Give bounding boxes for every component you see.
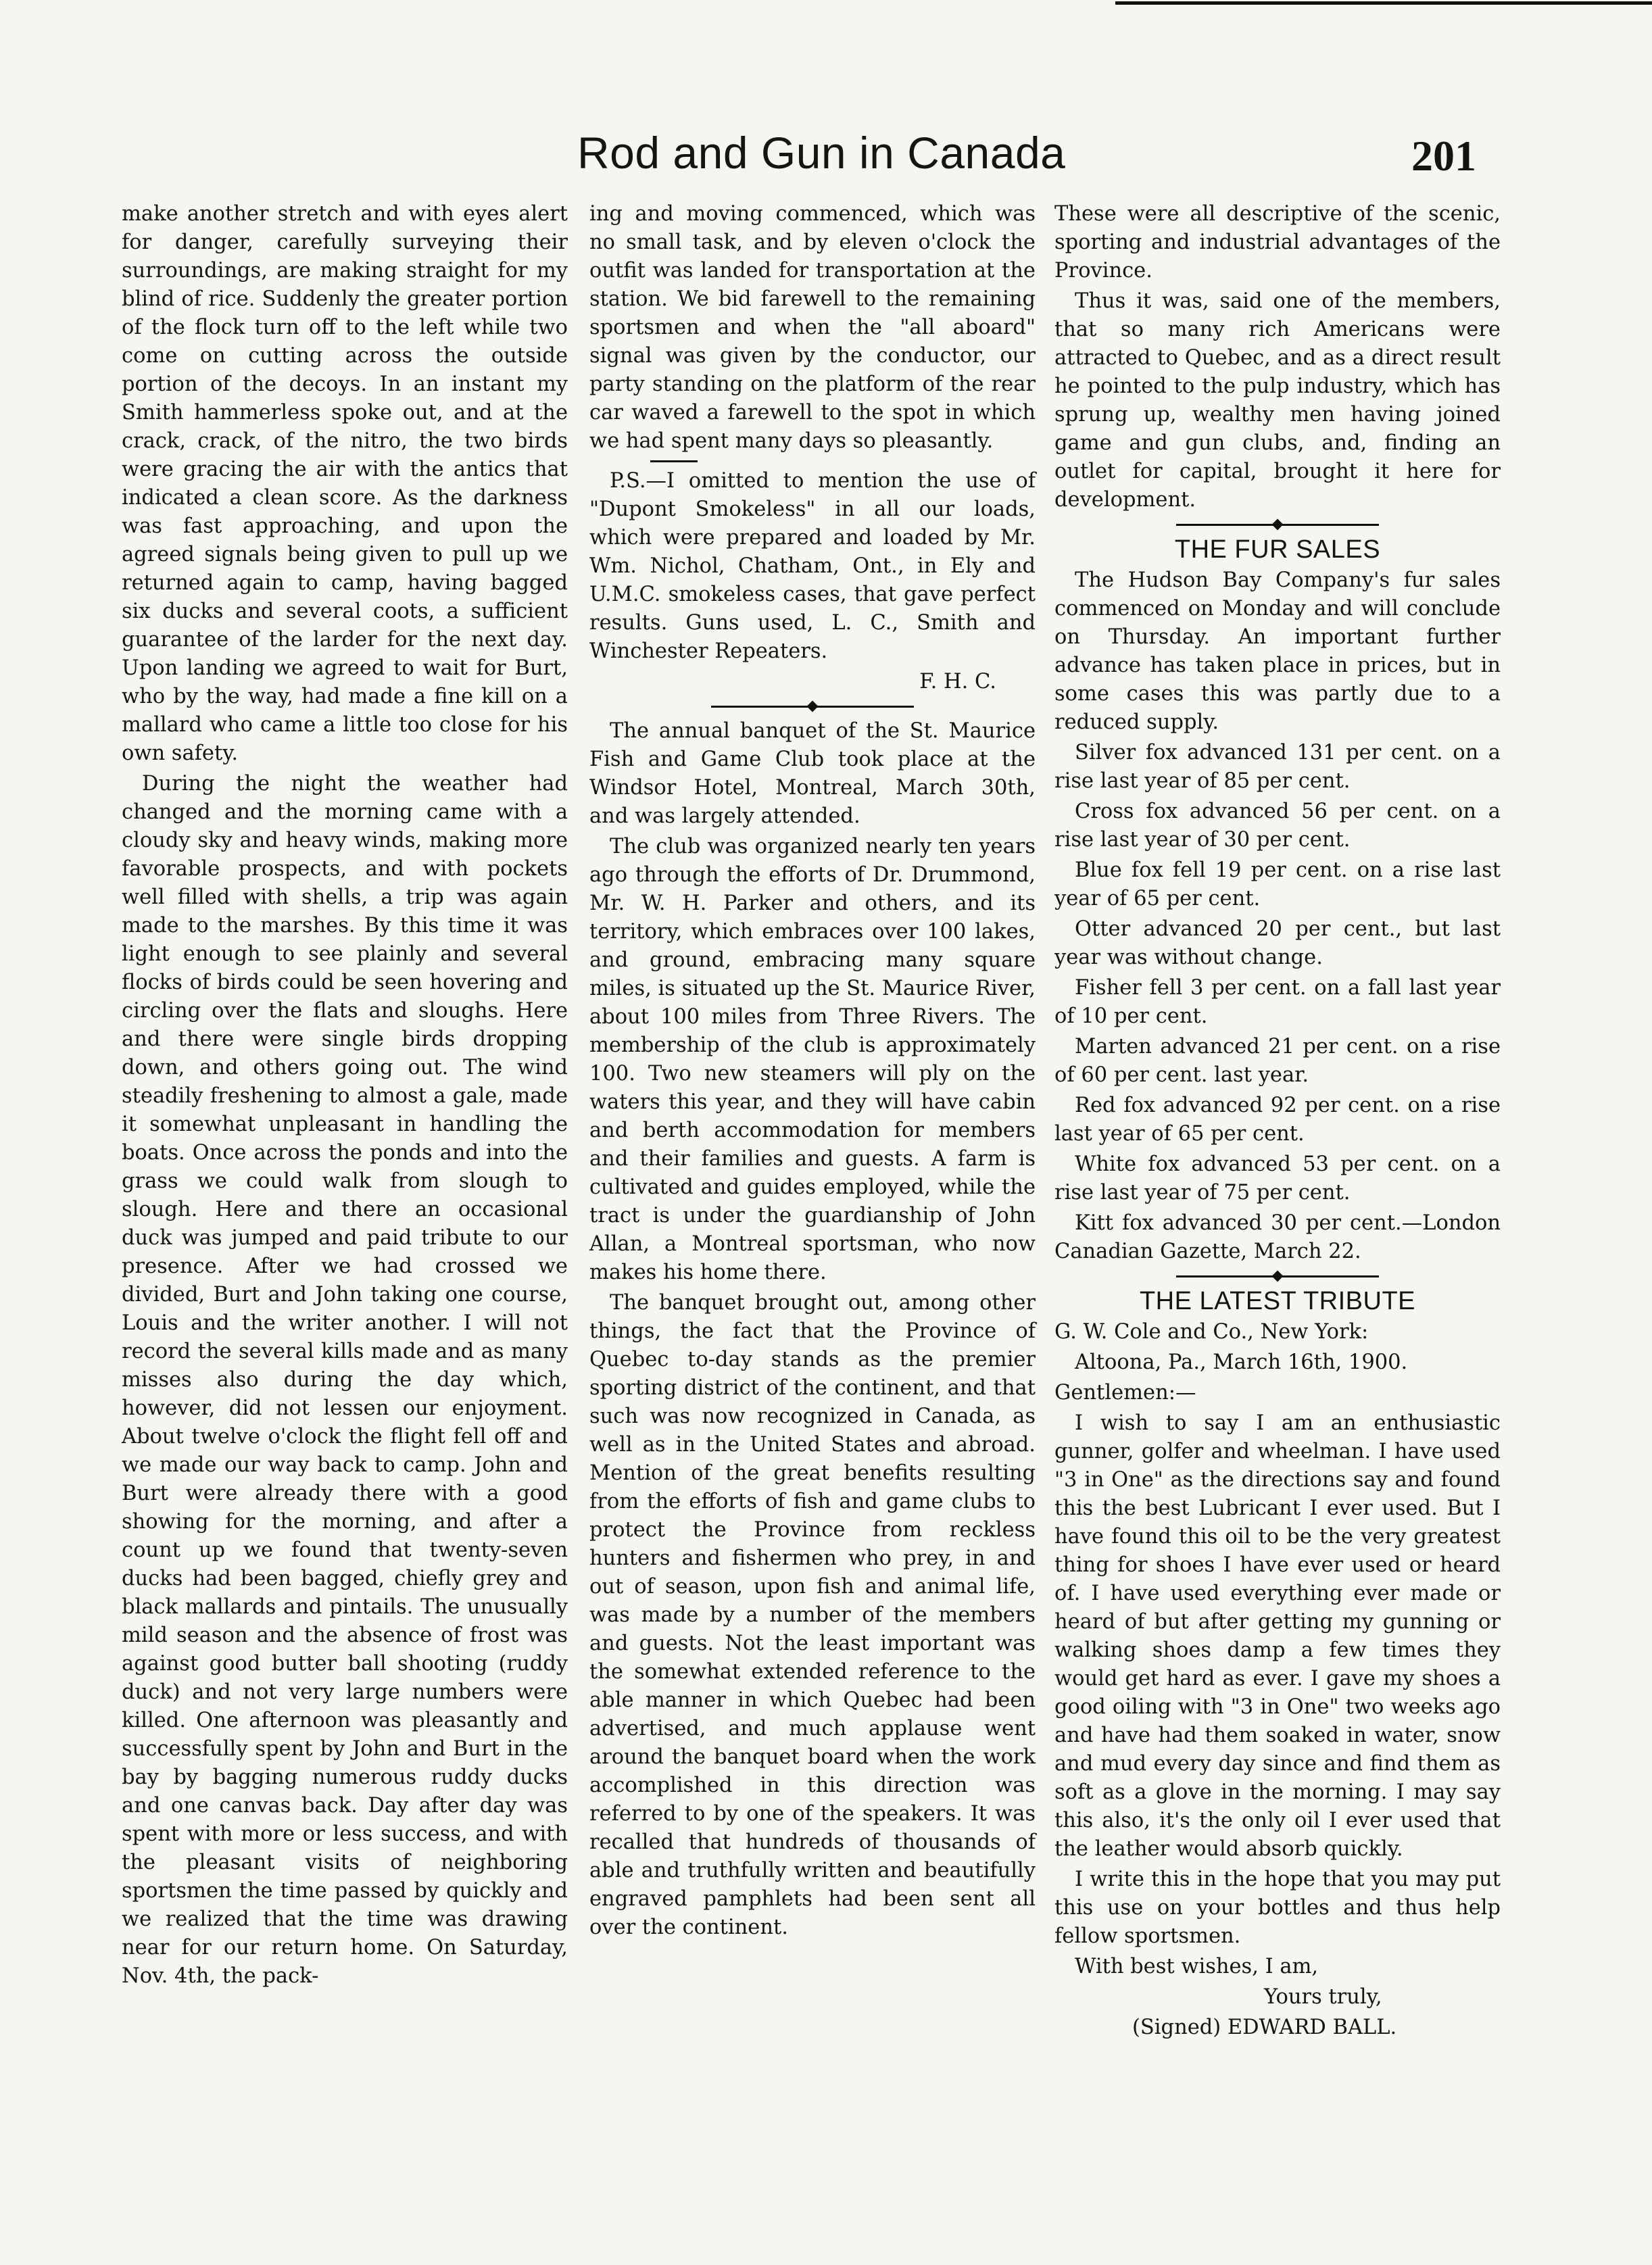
- column-3: [1054, 200, 1501, 2044]
- letter-addressee: G. W. Cole and Co., New York:: [1054, 1320, 1369, 1344]
- fur-item: Blue fox fell 19 per cent. on a rise last year of 65 per cent.: [1054, 858, 1501, 910]
- journal-title: Rod and Gun in Canada: [577, 128, 1066, 178]
- fur-item: White fox advanced 53 per cent. on a rise last year of 75 per cent.: [1054, 1152, 1501, 1204]
- top-rule: [1115, 1, 1652, 5]
- page-number: 201: [1411, 132, 1476, 180]
- column-1: [122, 200, 568, 1993]
- article-paragraph: ing and moving commenced, which was no small task, and by eleven o'clock the outfit was landed for transportation at the station. We bid farewell to the remaining sportsmen and when the "all aboard" signal was given by the conductor, our party standing on the platform of the rear car waved a farewell to the spot in which we had spent many days so pleasantly.: [589, 202, 1036, 453]
- letter-closing: With best wishes, I am,: [1075, 1955, 1319, 1978]
- article-paragraph: The annual banquet of the St. Maurice Fish and Game Club took place at the Windsor Hotel, Montreal, March 30th, and was largely attended.: [589, 719, 1036, 828]
- letter-paragraph: I write this in the hope that you may put this use on your bottles and thus help fellow sportsmen.: [1054, 1868, 1501, 1948]
- letter-signature: (Signed) EDWARD BALL.: [1132, 2016, 1397, 2039]
- fur-item: Silver fox advanced 131 per cent. on a rise last year of 85 per cent.: [1054, 741, 1501, 793]
- article-paragraph: make another stretch and with eyes alert for danger, carefully surveying their surroundings, are making straight for my blind of rice. Suddenly the greater portion of the flock turn off to the left while two come on cutting across the outside portion of the decoys. In an instant my Smith hammerless spoke out, and at the crack, crack, of the nitro, the two birds were gracing the air with the antics that indicated a clean score. As the darkness was fast approaching, and upon the agreed signals being given to pull up we returned again to camp, having bagged six ducks and several coots, a sufficient guarantee of the larder for the next day. Upon landing we agreed to wait for Burt, who by the way, had made a fine kill on a mallard who came a little too close for his own safety.: [122, 202, 568, 765]
- fur-item: Otter advanced 20 per cent., but last year was without change.: [1054, 917, 1501, 969]
- fur-item: Cross fox advanced 56 per cent. on a rise last year of 30 per cent.: [1054, 800, 1501, 852]
- article-paragraph: The club was organized nearly ten years ago through the efforts of Dr. Drummond, Mr. W. H. Parker and others, and its territory, which embraces over 100 lakes, and ground, embracing many square miles, is situated up the St. Maurice River, about 100 miles from Three Rivers. The membership of the club is approximately 100. Two new steamers will ply on the waters this year, and they will have cabin and berth accommodation for members and their families and guests. A farm is cultivated and guides employed, while the tract is under the guardianship of John Allan, a Montreal sportsman, who now makes his home there.: [589, 835, 1036, 1284]
- latest-tribute-heading: THE LATEST TRIBUTE: [1139, 1287, 1416, 1315]
- section-separator: [1054, 1268, 1501, 1283]
- article-paragraph: During the night the weather had changed and the morning came with a cloudy sky and heavy winds, making more favorable prospects, and with pockets well filled with shells, a trip was again made to the marshes. By this time it was light enough to see plainly and several flocks of birds could be seen hovering and circling over the flats and sloughs. Here and there were single birds dropping down, and others going out. The wind steadily freshening to almost a gale, made it somewhat unpleasant in handling the boats. Once across the ponds and into the grass we could walk from slough to slough. Here and there an occasional duck was jumped and paid tribute to our presence. After we had crossed we divided, Burt and John taking one course, Louis and the writer another. I will not record the several kills made and as many misses also during the day which, however, did not lessen our enjoyment. About twelve o'clock the flight fell off and we made our way back to camp. John and Burt were already there with a good showing for the morning, and after a count up we found that twenty-seven ducks had been bagged, chiefly grey and black mallards and pintails. The unusually mild season and the absence of frost was against good butter ball shooting (ruddy duck) and not very large numbers were killed. One afternoon was pleasantly and successfully spent by John and Burt in the bay by bagging numerous ruddy ducks and one canvas back. Day after day was spent with more or less success, and with the pleasant visits of neighboring sportsmen the time passed by quickly and we realized that the time was drawing near for our return home. On Saturday, Nov. 4th, the pack-: [122, 772, 568, 1988]
- fur-item: Fisher fell 3 per cent. on a fall last year of 10 per cent.: [1054, 976, 1501, 1028]
- section-separator: [589, 698, 1036, 713]
- fur-item: Marten advanced 21 per cent. on a rise of 60 per cent. last year.: [1054, 1035, 1501, 1087]
- letter-date: Altoona, Pa., March 16th, 1900.: [1075, 1350, 1408, 1374]
- article-paragraph: These were all descriptive of the scenic, sporting and industrial advantages of the Province.: [1054, 202, 1501, 283]
- fur-item: Kitt fox advanced 30 per cent.—London Canadian Gazette, March 22.: [1054, 1211, 1501, 1263]
- letter-salutation: Gentlemen:—: [1054, 1381, 1196, 1405]
- postscript: P.S.—I omitted to mention the use of "Dupont Smokeless" in all our loads, which were prepared and loaded by Mr. Wm. Nichol, Chatham, Ont., in Ely and U.M.C. smokeless cases, that gave perfect results. Guns used, L. C., Smith and Winchester Repeaters.: [589, 469, 1036, 663]
- page-header: [0, 127, 1652, 201]
- article-paragraph: Thus it was, said one of the members, that so many rich Americans were attracted to Quebec, and as a direct result he pointed to the pulp industry, which has sprung up, wealthy men having joined game and gun clubs, and, finding an outlet for capital, brought it here for development.: [1054, 289, 1501, 512]
- fur-sales-heading: THE FUR SALES: [1174, 535, 1381, 564]
- section-separator: [1054, 516, 1501, 531]
- letter-paragraph: I wish to say I am an enthusiastic gunner, golfer and wheelman. I have used "3 in One" as the directions say and found this the best Lubricant I ever used. But I have found this oil to be the very greatest thing for shoes I have ever used or heard of. I have used everything ever made or heard of but after getting my gunning or walking shoes damp a few times they would get hard as ever. I gave my shoes a good oiling with "3 in One" two weeks ago and have had them soaked in water, snow and mud every day since and find them as soft as a glove in the morning. I may say this also, it's the only oil I ever used that the leather would absorb quickly.: [1054, 1411, 1501, 1861]
- letter-signature-block: [1054, 1953, 1501, 2042]
- short-rule: [589, 458, 1036, 466]
- article-paragraph: The banquet brought out, among other things, the fact that the Province of Quebec to-day stands as the premier sporting district of the continent, and that such was now recognized in Canada, as well as in the United States and abroad. Mention of the great benefits resulting from the efforts of fish and game clubs to protect the Province from reckless hunters and fishermen who prey, in and out of season, upon fish and animal life, was made by a number of the members and guests. Not the least important was the somewhat extended reference to the able manner in which Quebec had been advertised, and much applause went around the banquet board when the work accomplished in this direction was referred to by one of the speakers. It was recalled that hundreds of thousands of able and truthfully written and beautifully engraved pamphlets had been sent all over the continent.: [589, 1291, 1036, 1939]
- fur-intro: The Hudson Bay Company's fur sales commenced on Monday and will conclude on Thursday. An important further advance has taken place in prices, but in some cases this was partly due to a reduced supply.: [1054, 568, 1501, 734]
- postscript-signature: F. H. C.: [919, 670, 996, 693]
- fur-item: Red fox advanced 92 per cent. on a rise last year of 65 per cent.: [1054, 1094, 1501, 1146]
- letter-sign-off: Yours truly,: [1264, 1985, 1382, 2009]
- column-2: [589, 200, 1036, 1944]
